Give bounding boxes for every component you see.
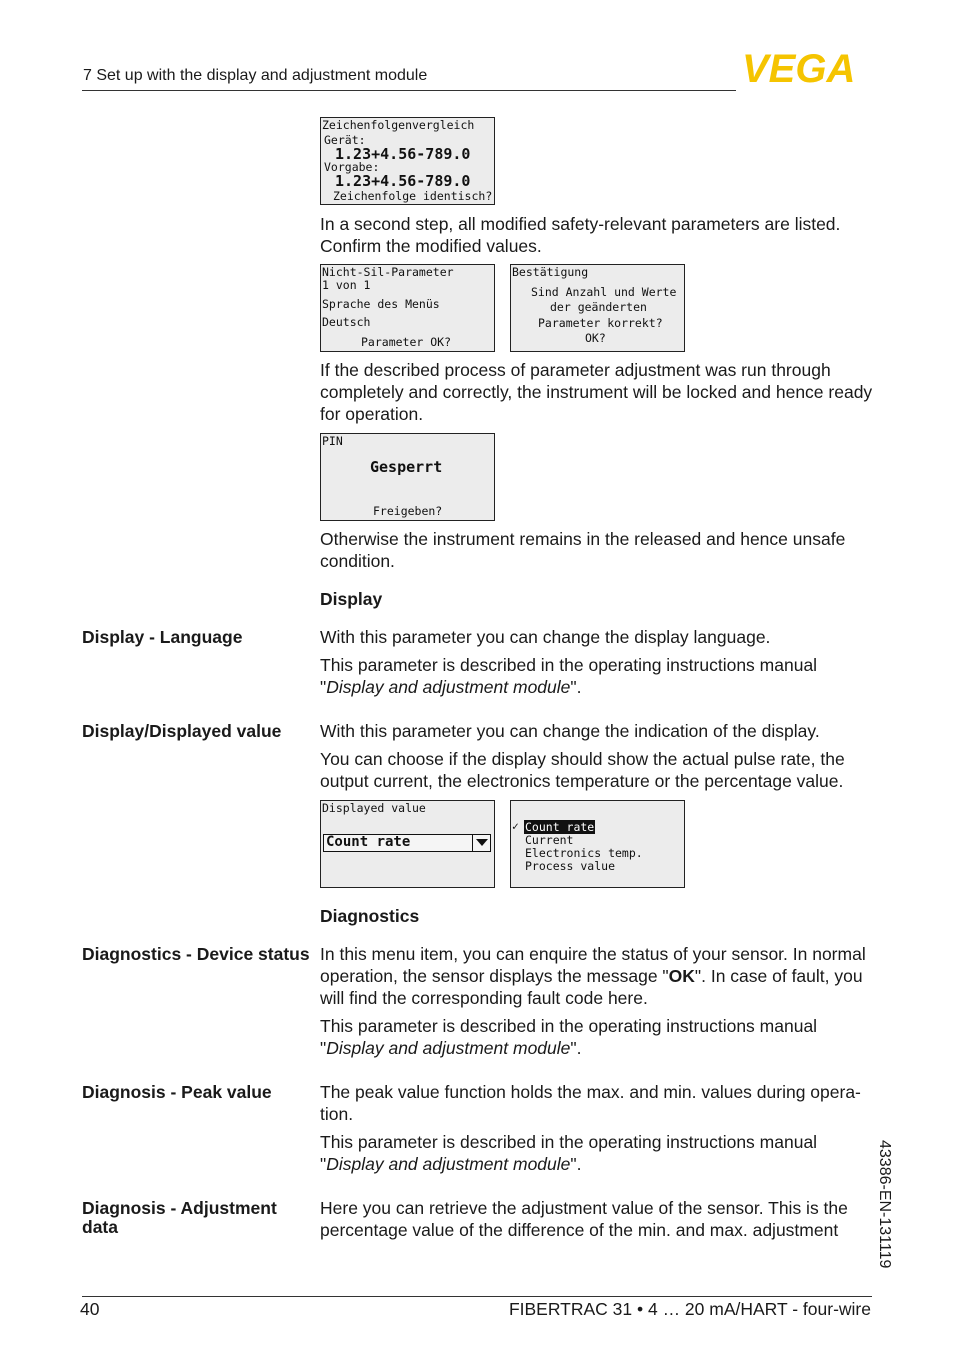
paragraph: Otherwise the instrument remains in the released and hence unsafe condition.	[320, 529, 846, 571]
lcd-line: Sprache des Menüs	[322, 297, 440, 311]
lcd-options-screen	[510, 800, 685, 888]
checkmark-icon: ✓	[512, 819, 519, 833]
lcd-line: Nicht-Sil-Parameter	[322, 265, 454, 279]
section-heading-display: Display	[320, 589, 383, 609]
chevron-down-icon	[472, 835, 490, 851]
side-heading-adjustment-data: Diagnosis - Adjustment data	[82, 1198, 277, 1237]
lcd-line: der geänderten	[550, 300, 647, 314]
lcd-nonsil-screen	[320, 264, 495, 352]
option-item: Electronics temp.	[525, 846, 643, 860]
device-status-paragraph	[320, 943, 880, 1009]
text-part: ". In case of fault, you will find the corresponding fault code here.	[320, 966, 863, 1008]
option-item: Current	[525, 833, 574, 847]
lcd-confirm-screen	[510, 264, 685, 352]
document-id: 43386-EN-131119	[876, 1140, 893, 1269]
lcd-line: Zeichenfolgenvergleich	[322, 118, 475, 132]
option-item: Count rate	[525, 820, 595, 834]
manual-post: ".	[570, 1154, 582, 1174]
lcd-line: Gerät:	[324, 133, 366, 147]
displayed-value-select	[323, 834, 491, 852]
manual-reference	[320, 1015, 880, 1059]
paragraph: In a second step, all modified safety-relevant parameters are listed. Confirm the modified values.	[320, 214, 841, 256]
lcd-line: Sind Anzahl und Werte	[531, 285, 677, 299]
footer-divider	[82, 1296, 872, 1297]
lcd-line: 1 von 1	[322, 278, 371, 292]
section-heading-diagnostics: Diagnostics	[320, 906, 420, 926]
header-divider	[82, 90, 736, 91]
page-number: 40	[80, 1299, 100, 1319]
manual-title: Display and adjustment module	[326, 1154, 571, 1174]
lcd-pin-screen	[320, 433, 495, 521]
manual-title: Display and adjustment module	[326, 677, 571, 697]
product-name: FIBERTRAC 31 • 4 … 20 mA/HART - four-wire	[508, 1299, 871, 1319]
lcd-value: 1.23+4.56-789.0	[335, 145, 471, 163]
manual-title: Display and adjustment module	[326, 1038, 571, 1058]
ok-message: OK	[668, 966, 695, 986]
lcd-line: OK?	[585, 331, 606, 345]
option-item: Process value	[525, 859, 616, 873]
lcd-status: Gesperrt	[370, 458, 443, 476]
paragraph: You can choose if the display should show the actual pulse rate, the output current, the electronics temperature or the percentage value.	[320, 749, 845, 791]
manual-post: ".	[570, 677, 582, 697]
lcd-value: 1.23+4.56-789.0	[335, 172, 471, 190]
lcd-line: Displayed value	[322, 801, 426, 815]
lcd-line: Vorgabe:	[324, 160, 380, 174]
side-heading-peak-value: Diagnosis - Peak value	[82, 1082, 272, 1102]
text-part: In this menu item, you can enquire the status of your sensor. In normal operation, the sensor displays the message "	[320, 944, 866, 986]
select-value: Count rate	[326, 834, 411, 850]
side-heading-display-language: Display - Language	[82, 627, 243, 647]
paragraph: With this parameter you can change the display language.	[320, 627, 771, 647]
paragraph: The peak value function holds the max. and min. values during opera- tion.	[320, 1082, 861, 1124]
lcd-line: Bestätigung	[512, 265, 589, 279]
lcd-line: Deutsch	[322, 315, 371, 329]
side-heading-device-status: Diagnostics - Device status	[82, 944, 310, 964]
paragraph: With this parameter you can change the indication of the display.	[320, 721, 820, 741]
vega-logo	[742, 50, 872, 86]
manual-reference	[320, 654, 880, 698]
paragraph: Here you can retrieve the adjustment value of the sensor. This is the percentage value of the difference of the min. and max. adjustment	[320, 1198, 848, 1240]
lcd-line: Parameter OK?	[361, 335, 452, 349]
manual-pre: This parameter is described in the operating instructions manual "	[320, 655, 818, 697]
paragraph: If the described process of parameter adjustment was run through completely and correctly, the instrument will be locked and hence ready for operation.	[320, 360, 873, 424]
side-heading-displayed-value: Display/Displayed value	[82, 721, 282, 741]
lcd-line: Zeichenfolge identisch?	[333, 189, 493, 203]
chapter-title: 7 Set up with the display and adjustment module	[83, 67, 428, 84]
lcd-line: Parameter korrekt?	[538, 316, 663, 330]
manual-pre: This parameter is described in the operating instructions manual "	[320, 1016, 818, 1058]
manual-pre: This parameter is described in the operating instructions manual "	[320, 1132, 818, 1174]
manual-reference	[320, 1131, 880, 1175]
lcd-line: PIN	[322, 434, 343, 448]
logo-text: VEGA	[742, 50, 856, 86]
manual-post: ".	[570, 1038, 582, 1058]
lcd-displayed-value-screen	[320, 800, 495, 888]
lcd-line: Freigeben?	[373, 504, 443, 518]
lcd-compare-screen	[320, 117, 495, 205]
